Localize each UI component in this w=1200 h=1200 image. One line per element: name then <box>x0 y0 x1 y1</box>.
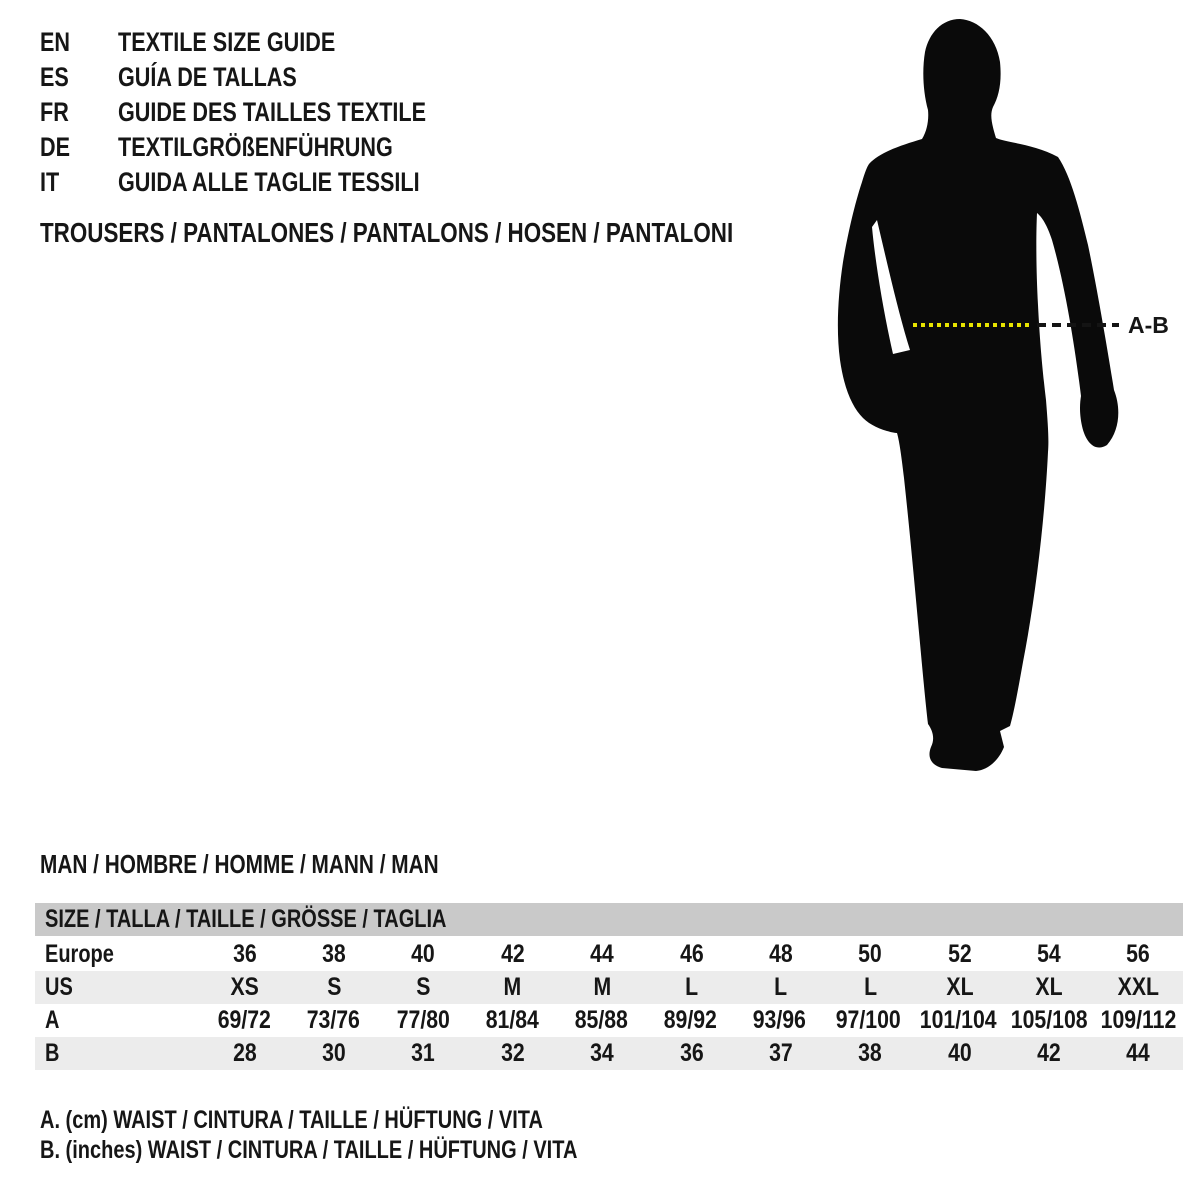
size-cell: 37 <box>769 1039 793 1067</box>
size-cell: 73/76 <box>307 1006 361 1034</box>
language-title: GUIDA ALLE TAGLIE TESSILI <box>118 167 420 197</box>
size-cell: 30 <box>322 1039 346 1067</box>
footnotes <box>40 1105 712 1165</box>
size-cell: 44 <box>1126 1039 1151 1067</box>
size-table-header-text: SIZE / TALLA / TAILLE / GRÖSSE / TAGLIA <box>45 905 447 933</box>
size-cell: 28 <box>232 1039 257 1067</box>
language-code: ES <box>40 62 69 92</box>
size-cell: 36 <box>232 940 257 968</box>
size-cell: 48 <box>769 940 793 968</box>
language-row <box>40 25 503 60</box>
size-table-header <box>35 903 1183 936</box>
size-cell: 56 <box>1126 940 1151 968</box>
size-cell: 105/108 <box>1010 1006 1088 1034</box>
language-code: EN <box>40 27 71 57</box>
language-row <box>40 130 503 165</box>
category-heading-text: TROUSERS / PANTALONES / PANTALONS / HOSEN / PANTALONI <box>40 217 734 248</box>
size-cell: 85/88 <box>574 1006 628 1034</box>
size-cell: XL <box>1035 973 1063 1001</box>
size-cell: L <box>684 973 698 1001</box>
language-row <box>40 165 503 200</box>
language-code: FR <box>40 97 69 127</box>
language-title: GUÍA DE TALLAS <box>118 62 297 92</box>
size-cell: 81/84 <box>485 1006 539 1034</box>
man-silhouette <box>830 0 1150 780</box>
size-cell: L <box>774 973 788 1001</box>
size-cell: 34 <box>590 1039 614 1067</box>
table-row-europe <box>35 938 1183 971</box>
size-cell: XL <box>945 973 974 1001</box>
size-cell: 44 <box>590 940 614 968</box>
size-cell: 97/100 <box>836 1006 902 1034</box>
table-row-us <box>35 971 1183 1004</box>
size-cell: 77/80 <box>396 1006 450 1034</box>
table-row-b <box>35 1037 1183 1070</box>
row-label: US <box>45 973 73 1001</box>
size-cell: 32 <box>500 1039 525 1067</box>
size-cell: XS <box>230 973 259 1001</box>
footnote-inches <box>40 1135 712 1165</box>
size-cell: 31 <box>411 1039 436 1067</box>
language-title: GUIDE DES TAILLES TEXTILE <box>118 97 427 127</box>
size-cell: 50 <box>858 940 883 968</box>
size-cell: 52 <box>947 940 972 968</box>
language-row <box>40 95 503 130</box>
row-label: A <box>45 1006 60 1034</box>
language-title: TEXTILGRÖßENFÜHRUNG <box>118 132 393 162</box>
measure-label: A-B <box>1128 311 1169 338</box>
row-label: Europe <box>45 940 114 968</box>
waist-measure-line <box>913 313 1169 337</box>
size-cell: 46 <box>679 940 704 968</box>
size-cell: 40 <box>411 940 436 968</box>
size-cell: S <box>416 973 431 1001</box>
size-cell: 42 <box>500 940 525 968</box>
size-cell: 40 <box>947 1039 972 1067</box>
language-header <box>40 25 503 200</box>
gender-heading-text: MAN / HOMBRE / HOMME / MANN / MAN <box>40 849 439 879</box>
size-cell: 54 <box>1037 940 1061 968</box>
size-cell: 38 <box>322 940 346 968</box>
footnote-cm-text: A. (cm) WAIST / CINTURA / TAILLE / HÜFTUNG / VITA <box>40 1105 543 1134</box>
footnote-cm <box>40 1105 712 1135</box>
size-cell: 69/72 <box>217 1006 272 1034</box>
waist-dotted-line <box>913 323 1031 327</box>
size-cell: M <box>503 973 522 1001</box>
size-cell: 93/96 <box>752 1006 806 1034</box>
category-heading <box>40 217 906 249</box>
table-row-a <box>35 1004 1183 1037</box>
size-cell: 101/104 <box>919 1006 997 1034</box>
language-code: IT <box>40 167 60 197</box>
footnote-inches-text: B. (inches) WAIST / CINTURA / TAILLE / HÜFTUNG / VITA <box>40 1135 578 1164</box>
size-cell: XXL <box>1117 973 1159 1001</box>
gender-heading <box>40 849 538 880</box>
measure-leader-line <box>1037 323 1119 327</box>
size-cell: 36 <box>679 1039 704 1067</box>
size-cell: 109/112 <box>1100 1006 1177 1034</box>
language-row <box>40 60 503 95</box>
size-cell: L <box>863 973 877 1001</box>
row-label: B <box>45 1039 60 1067</box>
size-cell: 42 <box>1037 1039 1061 1067</box>
size-cell: 38 <box>858 1039 883 1067</box>
language-title: TEXTILE SIZE GUIDE <box>118 27 336 57</box>
size-cell: 89/92 <box>663 1006 717 1034</box>
size-cell: S <box>326 973 342 1001</box>
size-cell: M <box>593 973 611 1001</box>
language-code: DE <box>40 132 71 162</box>
size-table <box>35 903 1183 1070</box>
